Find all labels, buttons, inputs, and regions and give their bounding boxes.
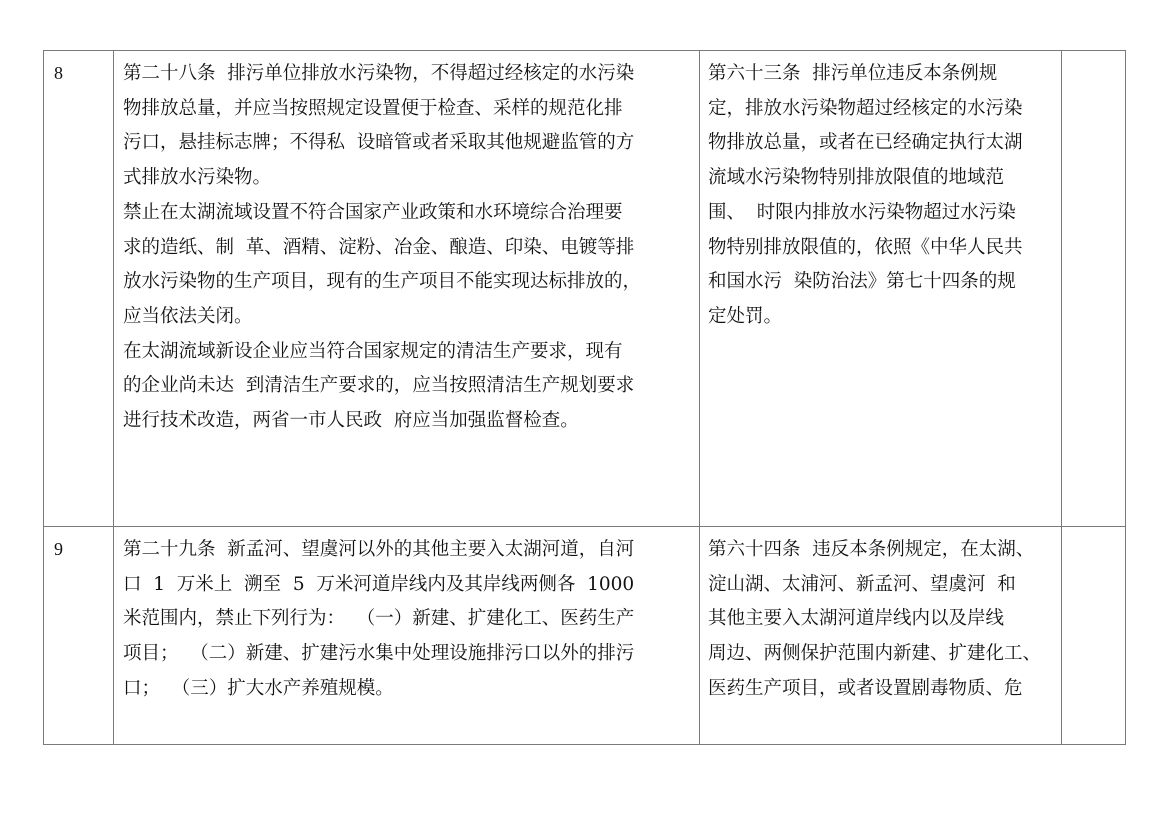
regulation-table	[43, 50, 1126, 745]
penalty-line: 第六十三条 排污单位违反本条例规	[708, 63, 998, 84]
remarks-cell	[1062, 51, 1126, 527]
row-number: 9	[54, 539, 63, 559]
penalty-line: 医药生产项目，或者设置剧毒物质、危	[708, 677, 1023, 699]
remarks-cell	[1062, 527, 1126, 745]
article-line: 口 1 万米上 溯至 5 万米河道岸线内及其岸线两侧各 1000	[123, 573, 635, 595]
article-line: 第二十九条 新孟河、望虞河以外的其他主要入太湖河道，自河	[123, 539, 635, 560]
article-line: 的企业尚未达 到清洁生产要求的，应当按照清洁生产规划要求	[123, 375, 635, 397]
article-line: 物排放总量，并应当按照规定设置便于检查、采样的规范化排	[123, 97, 623, 119]
article-line: 进行技术改造，两省一市人民政 府应当加强监督检查。	[123, 410, 579, 432]
penalty-cell	[700, 527, 1062, 745]
article-line: 米范围内，禁止下列行为： （一）新建、扩建化工、医药生产	[123, 608, 635, 630]
penalty-line: 物特别排放限值的，依照《中华人民共	[708, 236, 1023, 258]
article-line: 项目； （二）新建、扩建污水集中处理设施排污口以外的排污	[123, 643, 635, 665]
penalty-line: 定处罚。	[708, 305, 783, 327]
article-line: 口； （三）扩大水产养殖规模。	[123, 677, 394, 699]
article-line: 污口，悬挂标志牌；不得私 设暗管或者采取其他规避监管的方	[123, 132, 635, 154]
penalty-line: 周边、两侧保护范围内新建、扩建化工、	[708, 643, 1042, 665]
row-number: 8	[54, 63, 63, 83]
penalty-line: 流域水污染物特别排放限值的地域范	[708, 167, 1005, 189]
article-line: 放水污染物的生产项目，现有的生产项目不能实现达标排放的，	[123, 271, 642, 293]
article-line: 禁止在太湖流域设置不符合国家产业政策和水环境综合治理要	[123, 201, 623, 223]
row-number-cell	[44, 51, 114, 527]
penalty-cell	[700, 51, 1062, 527]
table-row	[44, 527, 1126, 745]
penalty-line: 和国水污 染防治法》第七十四条的规	[708, 271, 1016, 293]
table-row	[44, 51, 1126, 527]
article-line: 应当依法关闭。	[123, 305, 253, 327]
penalty-line: 其他主要入太湖河道岸线内以及岸线	[708, 608, 1005, 630]
penalty-line: 第六十四条 违反本条例规定，在太湖、	[708, 539, 1035, 560]
article-cell	[114, 527, 700, 745]
penalty-line: 定，排放水污染物超过经核定的水污染	[708, 97, 1023, 119]
article-line: 式排放水污染物。	[123, 167, 272, 189]
article-line: 在太湖流域新设企业应当符合国家规定的清洁生产要求，现有	[123, 340, 623, 362]
article-cell	[114, 51, 700, 527]
article-line: 第二十八条 排污单位排放水污染物，不得超过经核定的水污染	[123, 63, 635, 84]
article-line: 求的造纸、制 革、酒精、淀粉、冶金、酿造、印染、电镀等排	[123, 236, 635, 258]
penalty-line: 物排放总量，或者在已经确定执行太湖	[708, 132, 1023, 154]
row-number-cell	[44, 527, 114, 745]
penalty-line: 淀山湖、太浦河、新孟河、望虞河 和	[708, 573, 1016, 595]
penalty-line: 围、 时限内排放水污染物超过水污染	[708, 201, 1016, 223]
